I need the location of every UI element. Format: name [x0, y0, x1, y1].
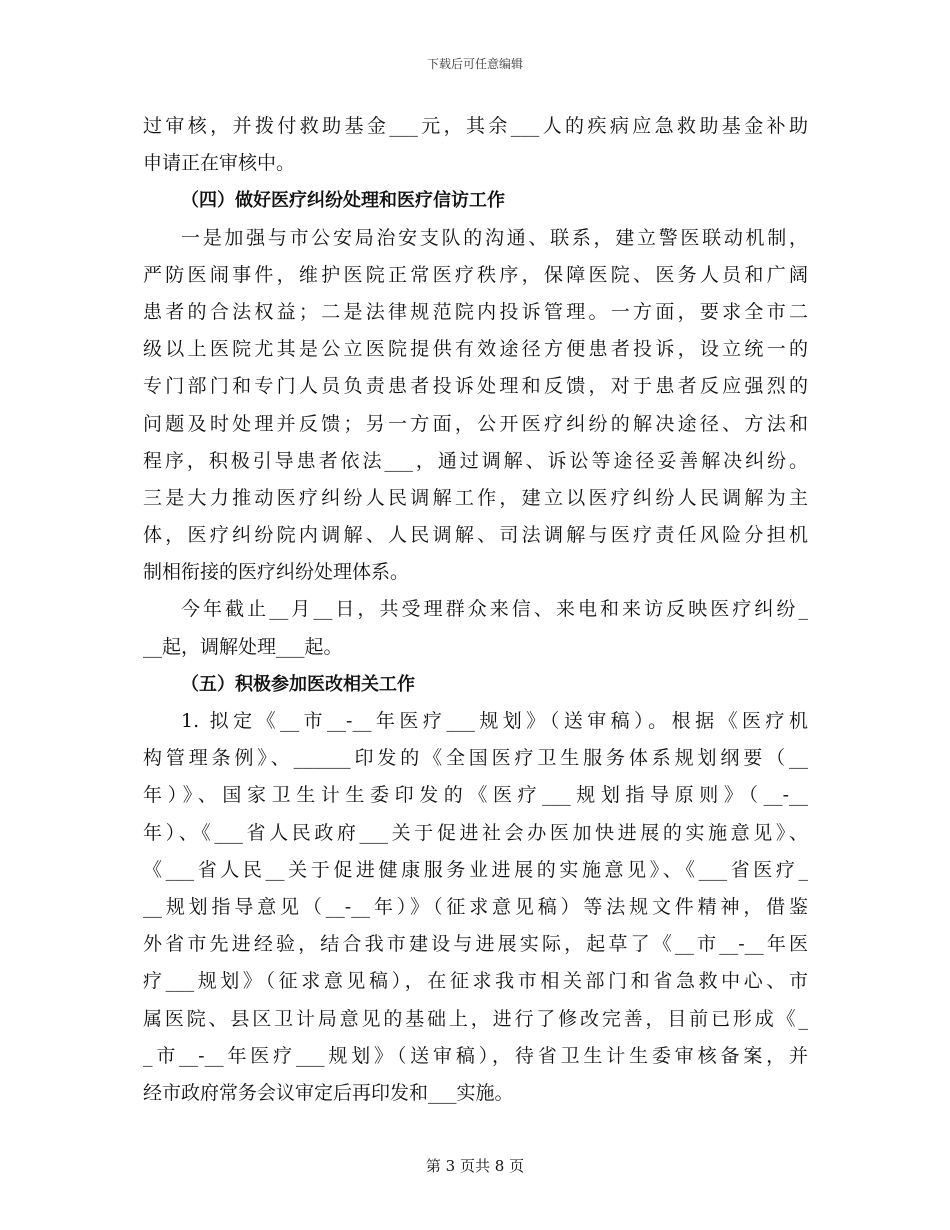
body-text-line: 年）》、国家卫生计生委印发的《医疗___规划指导原则》（__-__ [143, 784, 808, 807]
body-text-line: 过审核，并拨付救助基金___元，其余___人的疾病应急救助基金补助 [143, 115, 808, 137]
body-text-line: __规划指导意见（__-__年）》（征求意见稿）等法规文件精神，借鉴 [143, 895, 808, 918]
body-text-line: 患者的合法权益；二是法律规范院内投诉管理。一方面，要求全市二 [143, 300, 808, 323]
body-text-line: 三是大力推动医疗纠纷人民调解工作，建立以医疗纠纷人民调解为主 [143, 486, 808, 509]
paragraph-last-line: __起，调解处理___起。 [143, 635, 343, 658]
body-text-line: 疗___规划》（征求意见稿），在征求我市相关部门和省急救中心、市 [143, 970, 808, 993]
paragraph-first-line: 一是加强与市公安局治安支队的沟通、联系，建立警医联动机制， [181, 226, 808, 249]
page-header: 下载后可任意编辑 [426, 57, 523, 71]
document-body [143, 108, 808, 1112]
body-text-line: 专门部门和专门人员负责患者投诉处理和反馈，对于患者反应强烈的 [143, 375, 808, 398]
body-text-line: 程序，积极引导患者依法___，通过调解、诉讼等途径妥善解决纠纷。 [143, 449, 808, 472]
paragraph-last-line: 申请正在审核中。 [143, 152, 296, 175]
body-text-line: 外省市先进经验，结合我市建设与进展实际，起草了《__市__-__年医 [143, 933, 808, 956]
body-text-line: 年）、《___省人民政府___关于促进社会办医加快进展的实施意见》、 [143, 821, 808, 844]
paragraph-last-line: 制相衔接的医疗纠纷处理体系。 [143, 561, 410, 584]
section-heading: （四）做好医疗纠纷处理和医疗信访工作 [181, 190, 505, 212]
paragraph-last-line: 经市政府常务会议审定后再印发和___实施。 [143, 1081, 514, 1104]
body-text-line: 《___省人民__关于促进健康服务业进展的实施意见》、《___省医疗_ [143, 858, 808, 881]
page-footer: 第 3 页共 8 页 [425, 1157, 525, 1175]
section-heading: （五）积极参加医改相关工作 [181, 673, 415, 695]
body-text-line: 问题及时处理并反馈；另一方面，公开医疗纠纷的解决途径、方法和 [143, 412, 808, 435]
body-text-line: 严防医闹事件，维护医院正常医疗秩序，保障医院、医务人员和广阔 [143, 263, 808, 286]
body-text-line: 构管理条例》、______印发的《全国医疗卫生服务体系规划纲要（__ [143, 747, 808, 770]
paragraph-first-line: 今年截止__月__日，共受理群众来信、来电和来访反映医疗纠纷_ [181, 598, 808, 621]
body-text-line: 体，医疗纠纷院内调解、人民调解、司法调解与医疗责任风险分担机 [143, 524, 808, 547]
body-text-line: 级以上医院尤其是公立医院提供有效途径方便患者投诉，设立统一的 [143, 338, 808, 361]
body-text-line: _市__-__年医疗___规划》（送审稿），待省卫生计生委审核备案，并 [143, 1044, 808, 1067]
paragraph-first-line: 1. 拟定《__市__-__年医疗___规划》（送审稿）。根据《医疗机 [181, 710, 808, 732]
body-text-line: 属医院、县区卫计局意见的基础上，进行了修改完善，目前已形成《_ [143, 1007, 808, 1030]
